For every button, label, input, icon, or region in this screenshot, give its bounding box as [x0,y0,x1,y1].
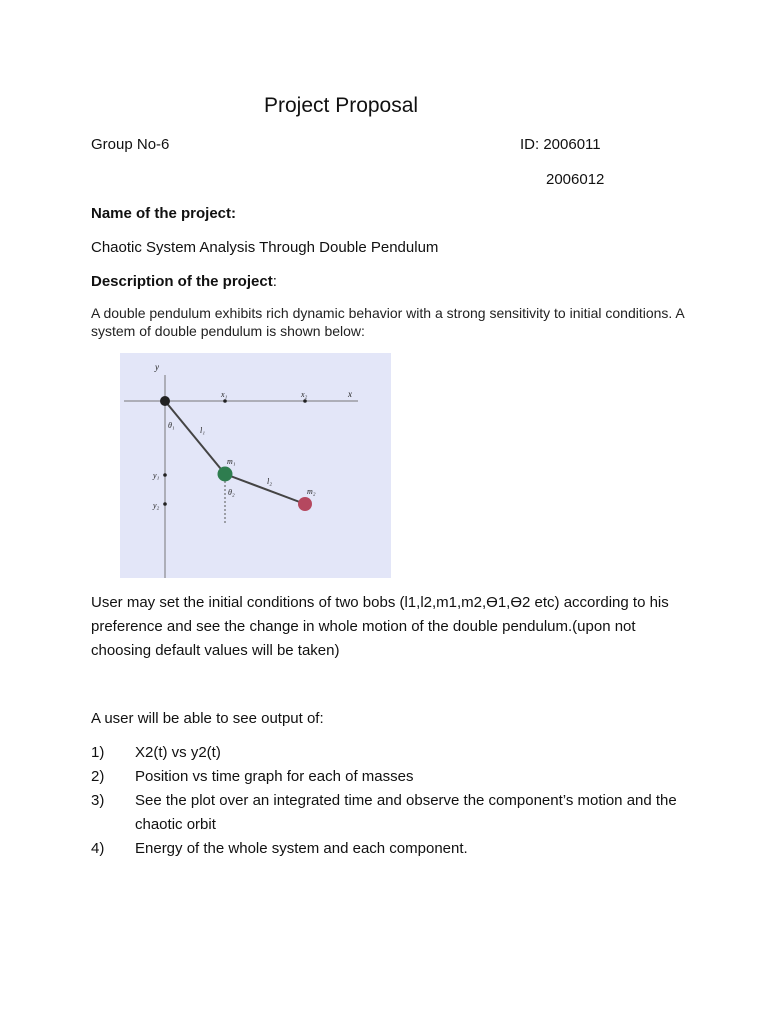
label-y2: y₂ [153,501,160,510]
label-l2: l₂ [267,477,273,486]
list-item [91,765,691,789]
label-x: x [348,389,352,399]
label-x1: x₁ [221,390,228,399]
group-number: Group No-6 [91,136,170,153]
list-item-text: See the plot over an integrated time and observe the component’s motion and the chaotic orbit [135,792,677,833]
document-title: Project Proposal [264,94,419,117]
initial-conditions-paragraph: User may set the initial conditions of two bobs (l1,l2,m1,m2,Ө1,Ө2 etc) according to his preference and see the change in whole motion of the double pendulum.(upon not choosing default values will be taken) [91,594,669,659]
double-pendulum-diagram [120,353,391,578]
label-theta2: θ₂ [228,488,235,497]
list-item-number: 1) [91,744,105,761]
name-heading: Name of the project: [91,205,237,222]
output-intro: A user will be able to see output of: [91,710,324,727]
list-item-number: 3) [91,792,105,809]
project-name: Chaotic System Analysis Through Double Pendulum [91,239,439,256]
description-text: A double pendulum exhibits rich dynamic behavior with a strong sensitivity to initial conditions. A system of double pendulum is shown below: [91,305,684,339]
x1-tick [223,399,227,403]
double-pendulum-figure [120,353,391,578]
list-item-text: Position vs time graph for each of masses [135,768,414,785]
list-item-number: 2) [91,768,105,785]
list-item-number: 4) [91,840,105,857]
id-second: 2006012 [546,171,605,188]
label-m1: m₁ [227,457,236,466]
list-item [91,741,691,765]
description-heading-line [91,270,277,294]
y1-tick [163,473,167,477]
label-theta1: θ₁ [168,421,175,430]
figure-background [120,353,391,578]
pivot [160,396,170,406]
list-item-text: Energy of the whole system and each component. [135,840,468,857]
x2-tick [303,399,307,403]
label-y: y [155,362,159,372]
label-m2: m₂ [307,487,316,496]
description-heading: Description of the project [91,273,273,290]
bob-1 [218,467,233,482]
list-item-text: X2(t) vs y2(t) [135,744,221,761]
description-colon: : [272,273,277,290]
output-list [91,741,691,861]
y2-tick [163,502,167,506]
id-line: ID: 2006011 [520,136,601,153]
list-item [91,789,691,837]
label-l1: l₁ [200,426,206,435]
label-x2: x₂ [301,390,308,399]
list-item [91,837,691,861]
bob-2 [298,497,312,511]
label-y1: y₁ [153,471,160,480]
